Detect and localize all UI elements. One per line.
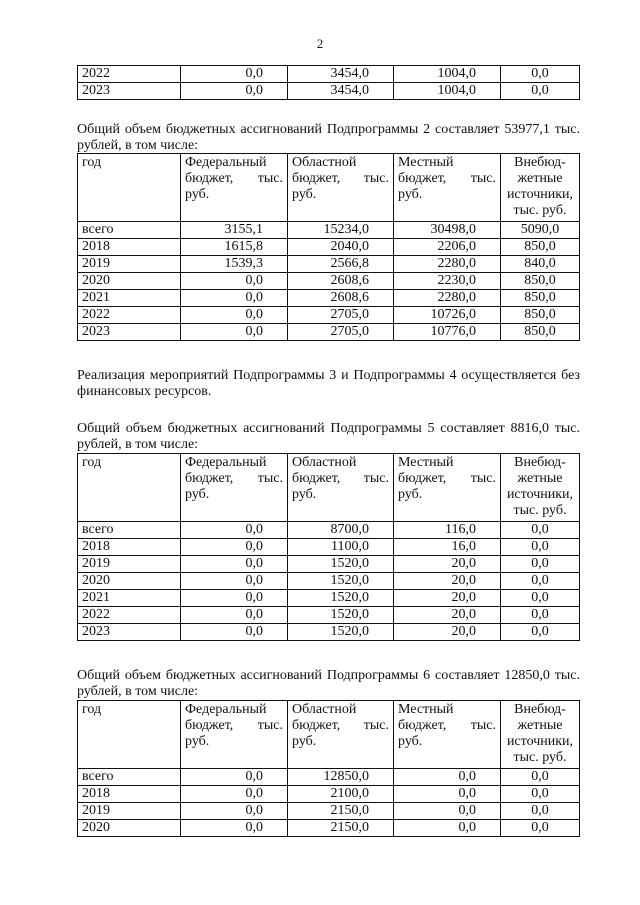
table-row <box>78 290 580 307</box>
cell-regional: 2608,6 <box>288 290 394 307</box>
subprogram-2-intro: Общий объем бюджетных ассигнований Подпрограммы 2 составляет 53977,1 тыс. рублей, в том числе: <box>77 122 580 153</box>
cell-year: 2019 <box>78 556 181 573</box>
cell-local: 20,0 <box>394 624 501 641</box>
cell-local: 0,0 <box>394 820 501 837</box>
cell-year: 2022 <box>78 66 181 83</box>
cell-year: 2021 <box>78 590 181 607</box>
cell-regional: 2100,0 <box>288 786 394 803</box>
cell-regional: 2608,6 <box>288 273 394 290</box>
cell-federal: 1615,8 <box>181 239 288 256</box>
cell-year: всего <box>78 769 181 786</box>
header-local: Местный бюджет, тыс. руб. <box>394 154 501 222</box>
page-number: 2 <box>316 36 324 51</box>
cell-local: 20,0 <box>394 590 501 607</box>
cell-year: 2023 <box>78 83 181 100</box>
header-local: Местный бюджет, тыс. руб. <box>394 701 501 769</box>
cell-federal: 0,0 <box>181 522 288 539</box>
cell-regional: 15234,0 <box>288 222 394 239</box>
cell-federal: 0,0 <box>181 324 288 341</box>
header-regional: Областной бюджет, тыс. руб. <box>288 701 394 769</box>
cell-federal: 0,0 <box>181 83 288 100</box>
cell-federal: 0,0 <box>181 769 288 786</box>
cell-year: 2020 <box>78 820 181 837</box>
header-extra: Внебюд-жетные источники, тыс. руб. <box>501 154 580 222</box>
cell-extra: 0,0 <box>501 803 580 820</box>
cell-extra: 0,0 <box>501 590 580 607</box>
header-extra: Внебюд-жетные источники, тыс. руб. <box>501 454 580 522</box>
cell-federal: 0,0 <box>181 820 288 837</box>
cell-local: 20,0 <box>394 573 501 590</box>
subprogram-5-intro: Общий объем бюджетных ассигнований Подпрограммы 5 составляет 8816,0 тыс. рублей, в том числе: <box>77 421 580 452</box>
cell-extra: 0,0 <box>501 573 580 590</box>
table-row <box>78 522 580 539</box>
header-federal: Федеральный бюджет, тыс. руб. <box>181 701 288 769</box>
cell-regional: 12850,0 <box>288 769 394 786</box>
cell-local: 0,0 <box>394 803 501 820</box>
cell-regional: 3454,0 <box>288 66 394 83</box>
cell-local: 20,0 <box>394 607 501 624</box>
header-federal: Федеральный бюджет, тыс. руб. <box>181 154 288 222</box>
cell-regional: 1520,0 <box>288 607 394 624</box>
cell-federal: 3155,1 <box>181 222 288 239</box>
header-year: год <box>78 454 181 522</box>
table-row <box>78 820 580 837</box>
cell-extra: 0,0 <box>501 522 580 539</box>
table-row <box>78 590 580 607</box>
cell-extra: 850,0 <box>501 307 580 324</box>
table-row <box>78 573 580 590</box>
cell-extra: 0,0 <box>501 83 580 100</box>
cell-federal: 0,0 <box>181 290 288 307</box>
cell-regional: 1100,0 <box>288 539 394 556</box>
cell-local: 1004,0 <box>394 83 501 100</box>
cell-extra: 840,0 <box>501 256 580 273</box>
subprogram-6-intro: Общий объем бюджетных ассигнований Подпрограммы 6 составляет 12850,0 тыс. рублей, в том числе: <box>77 668 580 699</box>
cell-local: 116,0 <box>394 522 501 539</box>
cell-extra: 0,0 <box>501 786 580 803</box>
cell-federal: 0,0 <box>181 607 288 624</box>
cell-regional: 2150,0 <box>288 820 394 837</box>
cell-extra: 0,0 <box>501 607 580 624</box>
cell-year: 2023 <box>78 624 181 641</box>
cell-extra: 0,0 <box>501 539 580 556</box>
cell-federal: 0,0 <box>181 590 288 607</box>
cell-year: 2020 <box>78 573 181 590</box>
cell-federal: 0,0 <box>181 786 288 803</box>
header-local: Местный бюджет, тыс. руб. <box>394 454 501 522</box>
cell-federal: 1539,3 <box>181 256 288 273</box>
cell-extra: 0,0 <box>501 769 580 786</box>
cell-local: 16,0 <box>394 539 501 556</box>
cell-local: 10776,0 <box>394 324 501 341</box>
cell-extra: 0,0 <box>501 624 580 641</box>
cell-regional: 1520,0 <box>288 590 394 607</box>
cell-year: 2018 <box>78 239 181 256</box>
table-row <box>78 222 580 239</box>
table-row <box>78 307 580 324</box>
table-continuation <box>77 65 580 100</box>
cell-year: 2023 <box>78 324 181 341</box>
cell-year: всего <box>78 522 181 539</box>
cell-local: 20,0 <box>394 556 501 573</box>
cell-federal: 0,0 <box>181 307 288 324</box>
cell-local: 0,0 <box>394 769 501 786</box>
cell-federal: 0,0 <box>181 66 288 83</box>
table-row <box>78 786 580 803</box>
subprogram-6-table <box>77 700 580 837</box>
cell-year: 2019 <box>78 256 181 273</box>
cell-federal: 0,0 <box>181 624 288 641</box>
cell-federal: 0,0 <box>181 556 288 573</box>
cell-local: 2280,0 <box>394 290 501 307</box>
cell-local: 2230,0 <box>394 273 501 290</box>
cell-local: 2206,0 <box>394 239 501 256</box>
cell-local: 10726,0 <box>394 307 501 324</box>
header-regional: Областной бюджет, тыс. руб. <box>288 154 394 222</box>
header-regional: Областной бюджет, тыс. руб. <box>288 454 394 522</box>
cell-extra: 0,0 <box>501 820 580 837</box>
table-row <box>78 83 580 100</box>
cell-federal: 0,0 <box>181 539 288 556</box>
cell-local: 2280,0 <box>394 256 501 273</box>
table-row <box>78 273 580 290</box>
table-row <box>78 769 580 786</box>
header-extra: Внебюд-жетные источники, тыс. руб. <box>501 701 580 769</box>
cell-regional: 2705,0 <box>288 307 394 324</box>
table-row <box>78 556 580 573</box>
cell-regional: 2040,0 <box>288 239 394 256</box>
cell-year: 2022 <box>78 307 181 324</box>
cell-regional: 3454,0 <box>288 83 394 100</box>
cell-extra: 0,0 <box>501 556 580 573</box>
cell-extra: 850,0 <box>501 239 580 256</box>
cell-year: 2018 <box>78 539 181 556</box>
cell-regional: 1520,0 <box>288 624 394 641</box>
cell-regional: 2705,0 <box>288 324 394 341</box>
cell-federal: 0,0 <box>181 573 288 590</box>
cell-extra: 850,0 <box>501 324 580 341</box>
cell-year: 2019 <box>78 803 181 820</box>
cell-regional: 2150,0 <box>288 803 394 820</box>
subprogram-2-table <box>77 153 580 341</box>
table-row <box>78 66 580 83</box>
table-row <box>78 324 580 341</box>
cell-regional: 2566,8 <box>288 256 394 273</box>
cell-year: 2022 <box>78 607 181 624</box>
cell-local: 30498,0 <box>394 222 501 239</box>
cell-year: всего <box>78 222 181 239</box>
cell-extra: 850,0 <box>501 273 580 290</box>
table-row <box>78 607 580 624</box>
table-row <box>78 239 580 256</box>
cell-regional: 1520,0 <box>288 556 394 573</box>
cell-year: 2021 <box>78 290 181 307</box>
cell-federal: 0,0 <box>181 803 288 820</box>
cell-local: 0,0 <box>394 786 501 803</box>
header-federal: Федеральный бюджет, тыс. руб. <box>181 454 288 522</box>
subprogram-3-4-text: Реализация мероприятий Подпрограммы 3 и Подпрограммы 4 осуществляется без финансовых ресурсов. <box>77 368 580 399</box>
cell-year: 2020 <box>78 273 181 290</box>
cell-year: 2018 <box>78 786 181 803</box>
header-year: год <box>78 701 181 769</box>
table-row <box>78 539 580 556</box>
cell-extra: 5090,0 <box>501 222 580 239</box>
table-row <box>78 256 580 273</box>
table-row <box>78 624 580 641</box>
table-row <box>78 803 580 820</box>
cell-regional: 1520,0 <box>288 573 394 590</box>
cell-extra: 850,0 <box>501 290 580 307</box>
cell-regional: 8700,0 <box>288 522 394 539</box>
cell-extra: 0,0 <box>501 66 580 83</box>
cell-local: 1004,0 <box>394 66 501 83</box>
cell-federal: 0,0 <box>181 273 288 290</box>
subprogram-5-table <box>77 453 580 641</box>
header-year: год <box>78 154 181 222</box>
